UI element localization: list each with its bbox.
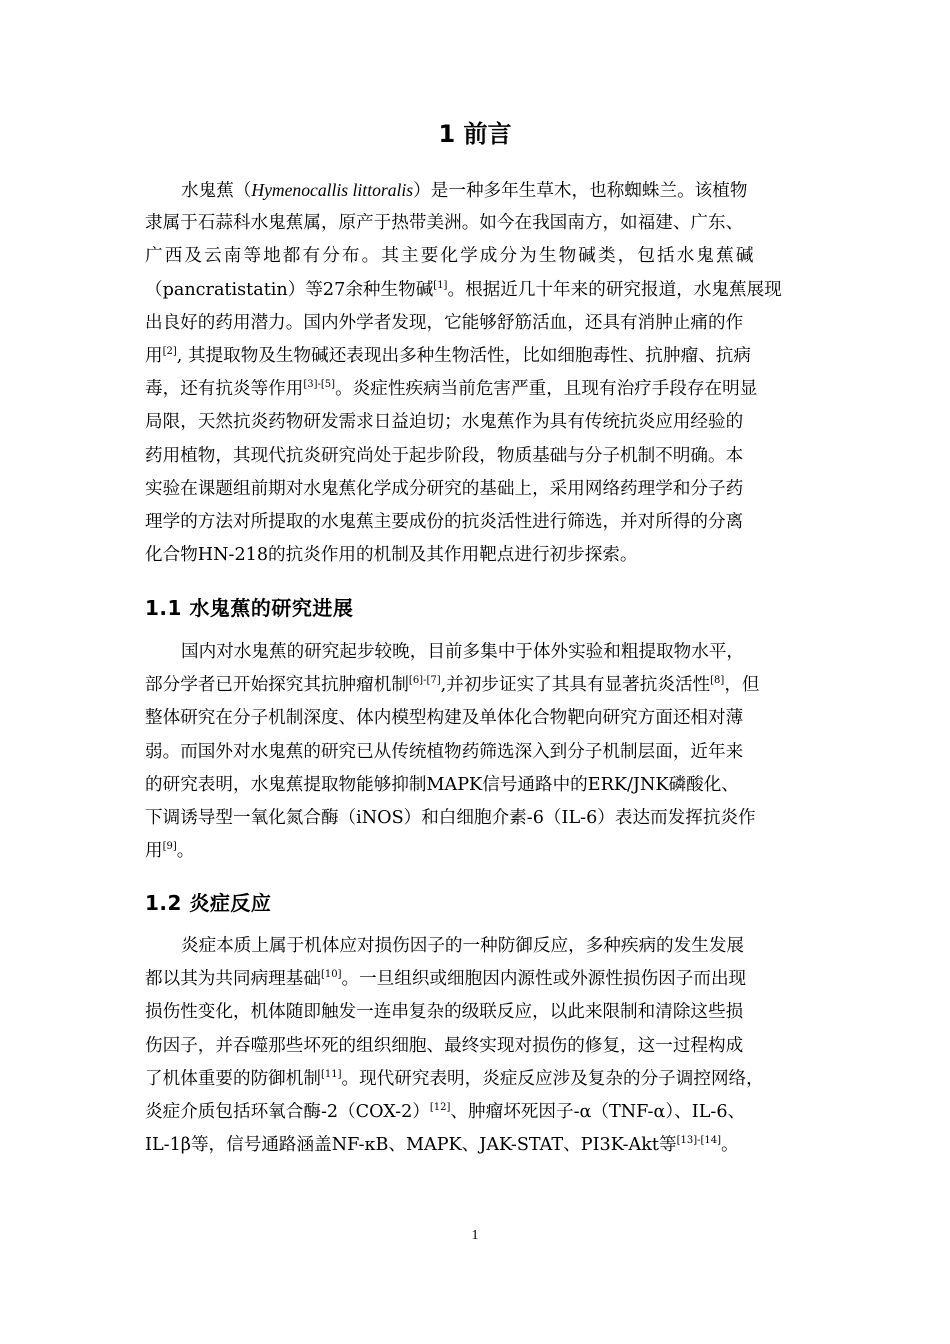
paragraph-line: 理学的方法对所提取的水鬼蕉主要成份的抗炎活性进行筛选，并对所得的分离 — [145, 511, 744, 532]
paragraph-line: 部分学者已开始探究其抗肿瘤机制[6]-[7],并初步证实了其具有显著抗炎活性[8]，但 — [145, 675, 760, 696]
citation: [6]-[7] — [408, 675, 441, 687]
citation: [10] — [320, 969, 342, 981]
citation: [9] — [162, 841, 177, 853]
section-1-1-paragraph — [145, 636, 825, 868]
paragraph-line: 药用植物，其现代抗炎研究尚处于起步阶段，物质基础与分子机制不明确。本 — [145, 445, 744, 466]
paragraph-line: 用[9]。 — [145, 841, 195, 862]
paragraph-line: 实验在课题组前期对水鬼蕉化学成分研究的基础上，采用网络药理学和分子药 — [145, 478, 744, 499]
paragraph-line: 国内对水鬼蕉的研究起步较晚，目前多集中于体外实验和粗提取物水平， — [181, 642, 745, 662]
paragraph-line: 损伤性变化，机体随即触发一连串复杂的级联反应，以此来限制和清除这些损 — [145, 1002, 744, 1023]
paragraph-line: 隶属于石蒜科水鬼蕉属，原产于热带美洲。如今在我国南方，如福建、广东、 — [145, 213, 744, 234]
paragraph-line: 毒，还有抗炎等作用[3]-[5]。炎症性疾病当前危害严重，且现有治疗手段存在明显 — [145, 379, 758, 400]
citation: [2] — [162, 345, 177, 357]
paragraph-line: IL-1β等，信号通路涵盖NF-κB、MAPK、JAK-STAT、PI3K-Akt等[13]-[14]。 — [145, 1135, 739, 1156]
citation: [3]-[5] — [303, 379, 336, 391]
latin-name: Hymenocallis littoralis — [251, 180, 414, 200]
paragraph-line: 整体研究在分子机制深度、体内模型构建及单体化合物靶向研究方面还相对薄 — [145, 708, 744, 729]
citation: [12] — [429, 1101, 451, 1113]
paragraph-line: 出良好的药用潜力。国内外学者发现，它能够舒筋活血，还具有消肿止痛的作 — [145, 312, 744, 333]
citation: [8] — [710, 675, 725, 687]
paragraph-line: 炎症介质包括环氧合酶-2（COX-2）[12]、肿瘤坏死因子-α（TNF-α）、IL-6、 — [145, 1101, 746, 1122]
citation: [13]-[14] — [676, 1135, 721, 1147]
section-heading-1-2: 1.2 炎症反应 — [145, 891, 272, 915]
chapter-title: 1 前言 — [438, 120, 512, 148]
paragraph-line: 了机体重要的防御机制[11]。现代研究表明，炎症反应涉及复杂的分子调控网络， — [145, 1068, 764, 1089]
paragraph-line: 局限，天然抗炎药物研发需求日益迫切；水鬼蕉作为具有传统抗炎应用经验的 — [145, 412, 744, 433]
paragraph-line: 化合物HN-218的抗炎作用的机制及其作用靶点进行初步探索。 — [145, 545, 638, 566]
paragraph-line: 用[2], 其提取物及生物碱还表现出多种生物活性，比如细胞毒性、抗肿瘤、抗病 — [145, 345, 751, 366]
intro-paragraph — [145, 174, 825, 572]
paragraph-line: 伤因子，并吞噬那些坏死的组织细胞、最终实现对损伤的修复，这一过程构成 — [145, 1035, 744, 1056]
paragraph-line: 的研究表明，水鬼蕉提取物能够抑制MAPK信号通路中的ERK/JNK磷酸化、 — [145, 774, 739, 795]
section-heading-1-1: 1.1 水鬼蕉的研究进展 — [145, 596, 354, 620]
paragraph-line: 水鬼蕉（Hymenocallis littoralis）是一种多年生草木，也称蜘蛛兰。该植物 — [181, 180, 748, 201]
paragraph-line: 都以其为共同病理基础[10]。一旦组织或细胞因内源性或外源性损伤因子而出现 — [145, 969, 747, 990]
paragraph-line: 炎症本质上属于机体应对损伤因子的一种防御反应，多种疾病的发生发展 — [181, 936, 745, 956]
paragraph-line: 弱。而国外对水鬼蕉的研究已从传统植物药筛选深入到分子机制层面，近年来 — [145, 741, 744, 762]
citation: [1] — [433, 279, 448, 291]
paragraph-line: 广西及云南等地都有分布。其主要化学成分为生物碱类，包括水鬼蕉碱 — [145, 246, 756, 267]
citation: [11] — [320, 1068, 342, 1080]
paragraph-line: 下调诱导型一氧化氮合酶（iNOS）和白细胞介素-6（IL-6）表达而发挥抗炎作 — [145, 807, 756, 828]
page-number: 1 — [471, 1228, 479, 1243]
section-1-2-paragraph — [145, 930, 825, 1162]
paragraph-line: （pancratistatin）等27余种生物碱[1]。根据近几十年来的研究报道，水鬼蕉展现 — [145, 279, 782, 300]
